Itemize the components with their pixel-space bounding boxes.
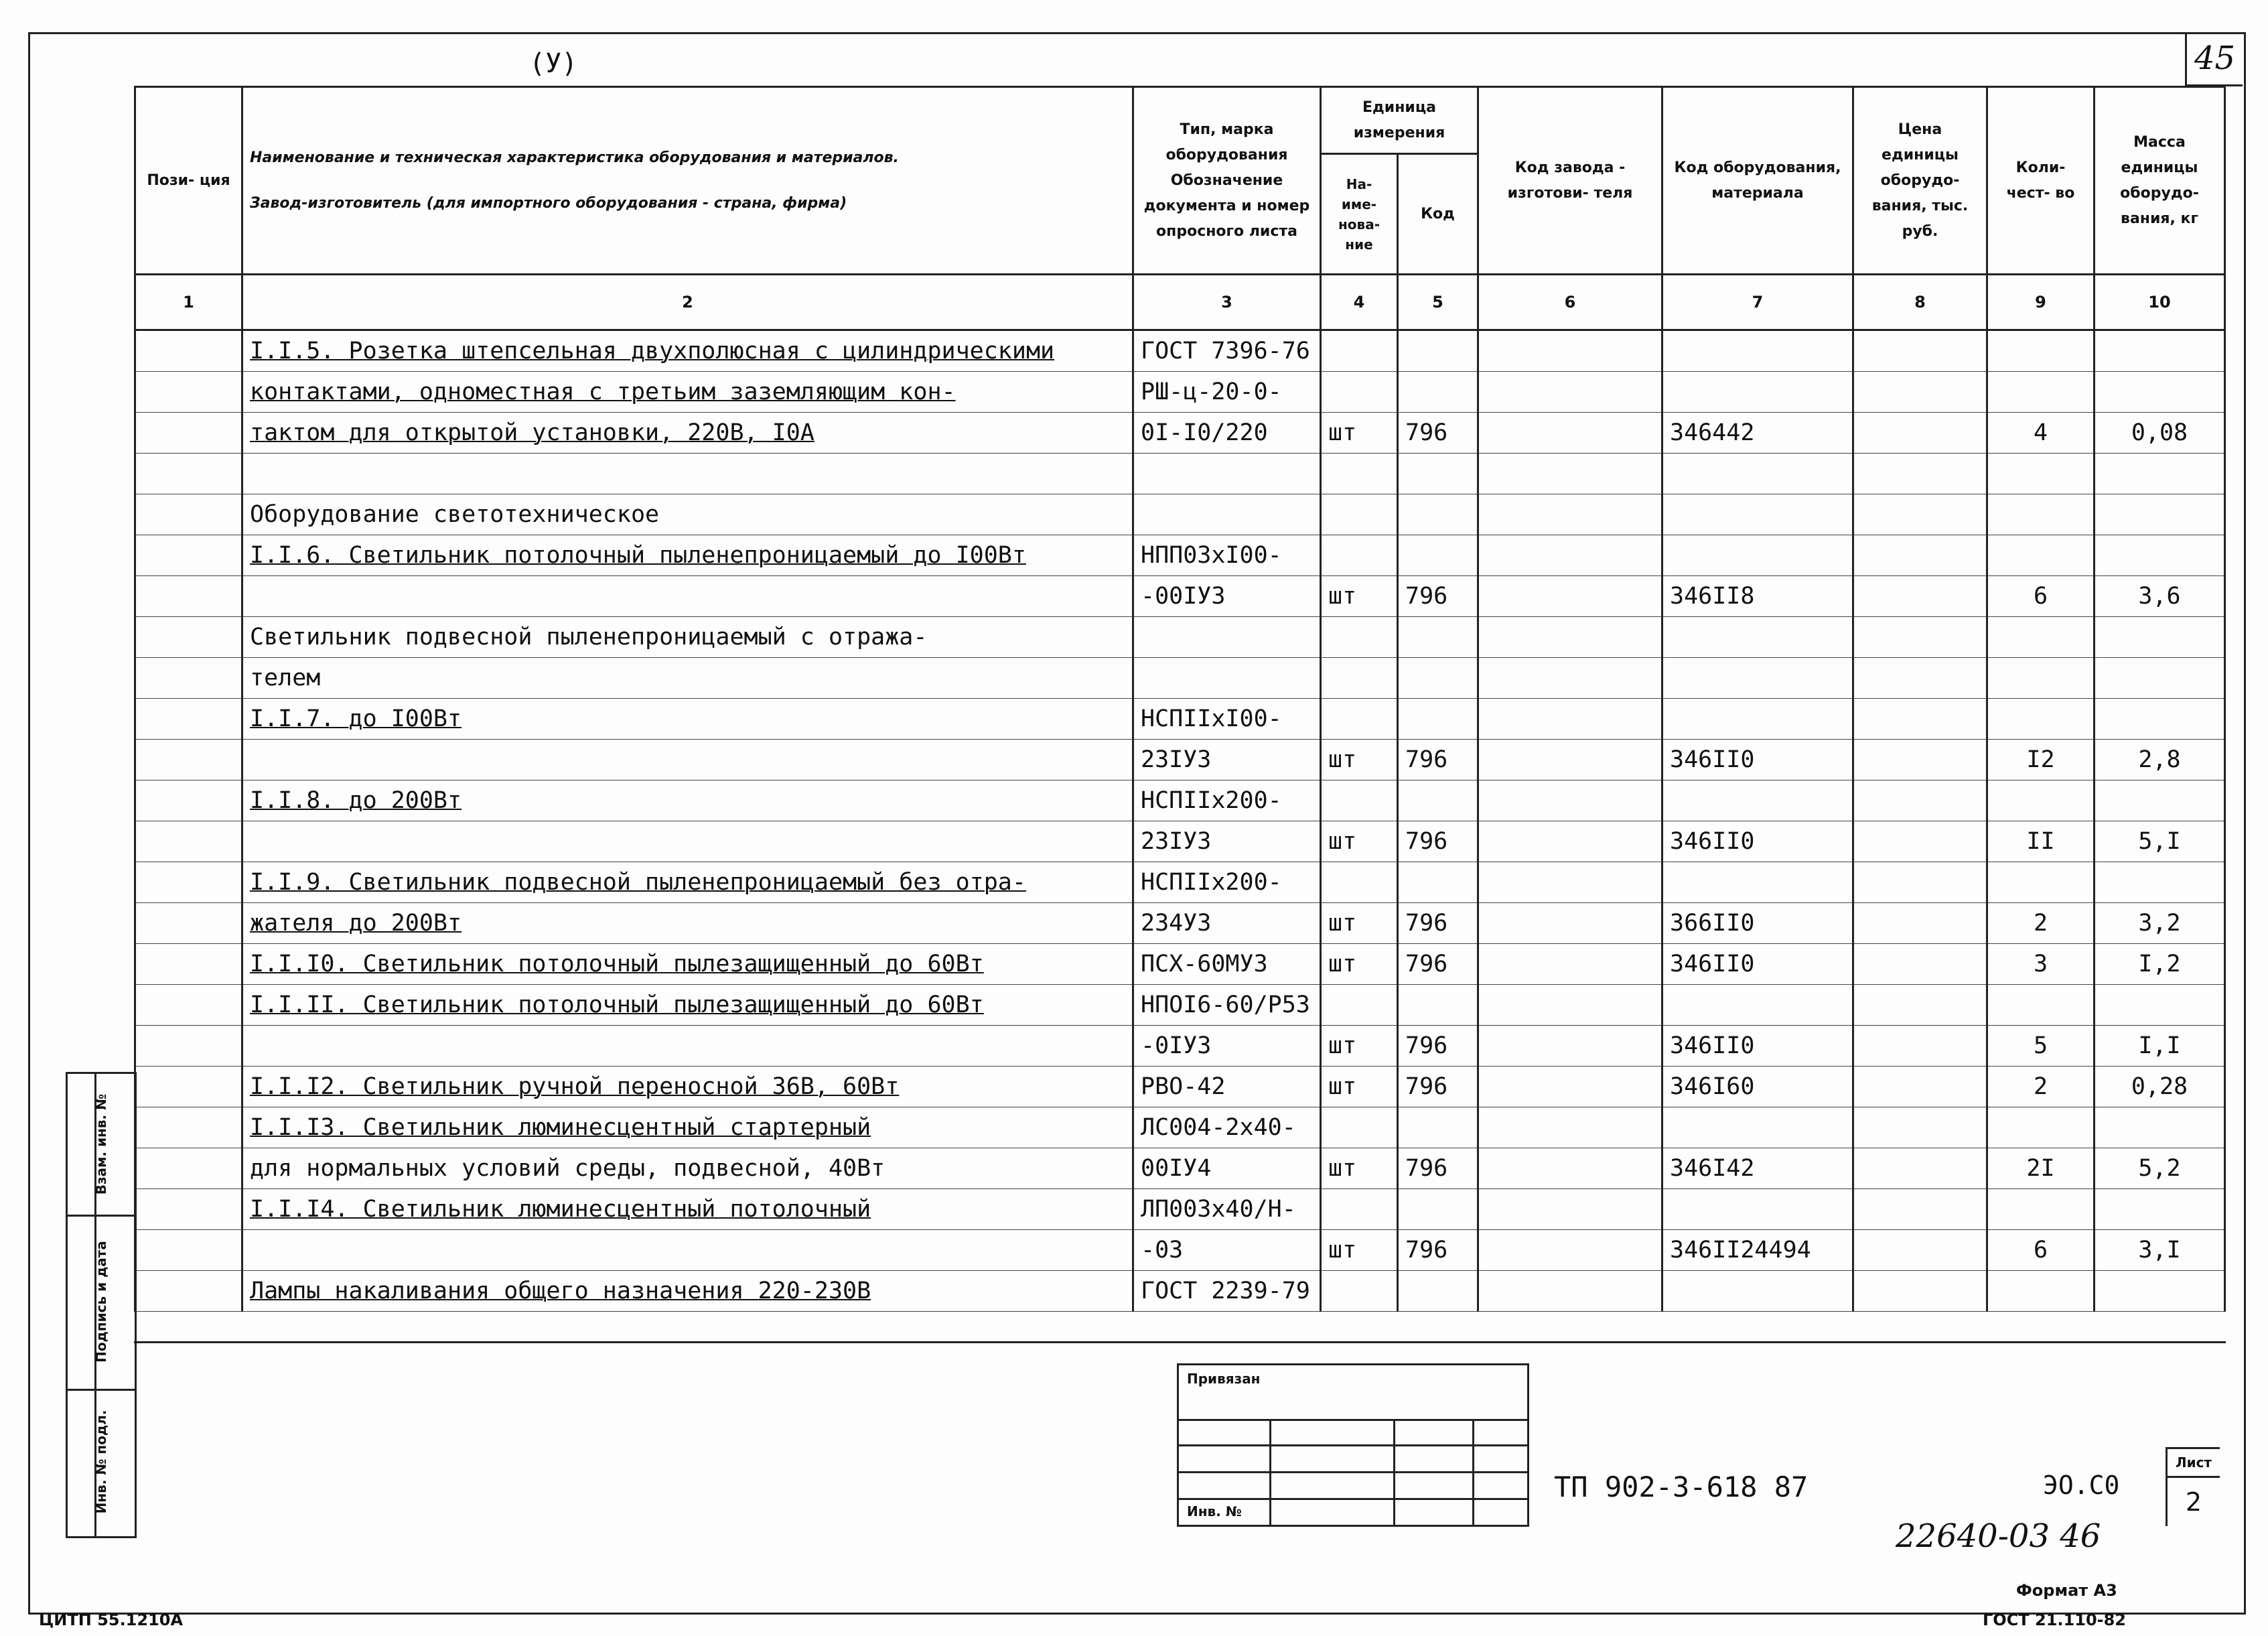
item-name: I.I.II. Светильник потолочный пылезащищенный до 60Вт [242, 985, 1133, 1026]
item-unit-code: 796 [1398, 1148, 1478, 1189]
table-row [135, 903, 2225, 944]
item-unit-code: 796 [1398, 821, 1478, 862]
top-marker: (У) [529, 48, 578, 79]
item-unit [1321, 780, 1398, 821]
item-okp: 346II0 [1662, 821, 1853, 862]
item-name [242, 1230, 1133, 1271]
item-okp: 346II8 [1662, 576, 1853, 617]
item-unit: шт [1321, 740, 1398, 780]
item-unit: шт [1321, 821, 1398, 862]
sheet-value: 2 [2185, 1487, 2202, 1517]
item-okp: 346442 [1662, 413, 1853, 454]
item-okp [1662, 780, 1853, 821]
item-unit-code: 796 [1398, 413, 1478, 454]
item-mass [2095, 330, 2225, 372]
item-unit-code [1398, 454, 1478, 494]
table-body [135, 330, 2225, 1312]
item-name [242, 821, 1133, 862]
item-name: I.I.7. до I00Вт [242, 699, 1133, 740]
item-name: I.I.8. до 200Вт [242, 780, 1133, 821]
item-qty [1987, 494, 2095, 535]
item-unit-code [1398, 985, 1478, 1026]
item-unit: шт [1321, 903, 1398, 944]
item-unit-code: 796 [1398, 1067, 1478, 1107]
table-row [135, 862, 2225, 903]
item-type [1133, 617, 1321, 658]
binding-vline [1472, 1419, 1474, 1525]
item-mass [2095, 1271, 2225, 1312]
item-qty [1987, 862, 2095, 903]
header-name [242, 87, 1133, 275]
item-mass: 5,2 [2095, 1148, 2225, 1189]
item-unit [1321, 535, 1398, 576]
item-unit [1321, 494, 1398, 535]
item-mass: 3,2 [2095, 903, 2225, 944]
item-type: РВО-42 [1133, 1067, 1321, 1107]
document-code: ТП 902-3-618 87 [1554, 1471, 1809, 1503]
item-unit-code: 796 [1398, 944, 1478, 985]
item-mass [2095, 1189, 2225, 1230]
header-name-line2: Завод-изготовитель (для импортного оборудования - страна, фирма) [250, 194, 847, 212]
header-unit-name: На- име- нова- ние [1321, 154, 1398, 275]
item-qty [1987, 535, 2095, 576]
item-qty: 3 [1987, 944, 2095, 985]
item-okp: 346II0 [1662, 944, 1853, 985]
item-name: I.I.I0. Светильник потолочный пылезащищенный до 60Вт [242, 944, 1133, 985]
org-label: ЦИТП 55.1210А [39, 1611, 184, 1629]
format-label: Формат А3 [2016, 1581, 2117, 1600]
item-type [1133, 494, 1321, 535]
item-name: I.I.I4. Светильник люминесцентный потолочный [242, 1189, 1133, 1230]
item-mass [2095, 780, 2225, 821]
item-type: -0IУ3 [1133, 1026, 1321, 1067]
item-name: тактом для открытой установки, 220В, I0А [242, 413, 1133, 454]
item-qty [1987, 454, 2095, 494]
item-mass: I,I [2095, 1026, 2225, 1067]
item-okp [1662, 454, 1853, 494]
item-type: НСПIIх200- [1133, 862, 1321, 903]
table-row [135, 1148, 2225, 1189]
table-header [135, 87, 2225, 330]
table-row [135, 1107, 2225, 1148]
header-unit: Единица измерения [1321, 87, 1478, 154]
item-unit: шт [1321, 576, 1398, 617]
stamp-replacement-inv [68, 1074, 135, 1217]
item-qty: 5 [1987, 1026, 2095, 1067]
item-unit-code [1398, 862, 1478, 903]
item-qty [1987, 780, 2095, 821]
item-type: ПСХ-60МУ3 [1133, 944, 1321, 985]
item-qty: 4 [1987, 413, 2095, 454]
item-qty: 6 [1987, 1230, 2095, 1271]
item-unit [1321, 617, 1398, 658]
item-qty [1987, 658, 2095, 699]
item-name [242, 576, 1133, 617]
binding-hline [1179, 1419, 1527, 1421]
item-unit-code [1398, 617, 1478, 658]
item-type: ЛС004-2х40- [1133, 1107, 1321, 1148]
item-qty [1987, 985, 2095, 1026]
table-row [135, 658, 2225, 699]
table-row [135, 1230, 2225, 1271]
item-qty [1987, 699, 2095, 740]
header-quantity: Коли- чест- во [1987, 87, 2095, 275]
item-mass [2095, 985, 2225, 1026]
item-okp [1662, 330, 1853, 372]
table-row [135, 413, 2225, 454]
item-name: жателя до 200Вт [242, 903, 1133, 944]
item-unit [1321, 372, 1398, 413]
table-row [135, 699, 2225, 740]
item-mass: 3,6 [2095, 576, 2225, 617]
column-number: 4 [1321, 275, 1398, 330]
item-unit-code: 796 [1398, 1230, 1478, 1271]
item-okp [1662, 617, 1853, 658]
table-row [135, 821, 2225, 862]
item-name: I.I.6. Светильник потолочный пыленепроницаемый до I00Вт [242, 535, 1133, 576]
header-equipment-code: Код оборудования, материала [1662, 87, 1853, 275]
item-okp: 346II24494 [1662, 1230, 1853, 1271]
item-name: I.I.I2. Светильник ручной переносной 36В, 60Вт [242, 1067, 1133, 1107]
item-okp [1662, 1271, 1853, 1312]
item-name [242, 1026, 1133, 1067]
item-unit-code [1398, 780, 1478, 821]
item-unit-code [1398, 658, 1478, 699]
item-qty [1987, 1271, 2095, 1312]
table-row [135, 780, 2225, 821]
table-row [135, 1271, 2225, 1312]
item-unit-code [1398, 372, 1478, 413]
table-row [135, 454, 2225, 494]
stamp-label: Взам. инв. № [93, 1093, 109, 1195]
item-name: контактами, одноместная с третьим заземляющим кон- [242, 372, 1133, 413]
item-okp [1662, 658, 1853, 699]
item-unit [1321, 862, 1398, 903]
item-type: НПОI6-60/Р53 [1133, 985, 1321, 1026]
item-type: РШ-ц-20-0- [1133, 372, 1321, 413]
item-name: Лампы накаливания общего назначения 220-230В [242, 1271, 1133, 1312]
stamp-label: Подпись и дата [93, 1241, 109, 1363]
binding-hline [1179, 1444, 1527, 1446]
table-row [135, 617, 2225, 658]
item-unit [1321, 454, 1398, 494]
item-okp [1662, 862, 1853, 903]
item-unit-code [1398, 699, 1478, 740]
column-number: 2 [242, 275, 1133, 330]
item-unit [1321, 330, 1398, 372]
item-qty [1987, 330, 2095, 372]
item-type: НСПIIхI00- [1133, 699, 1321, 740]
item-okp: 366II0 [1662, 903, 1853, 944]
stamp-signature-date [68, 1215, 135, 1391]
item-okp: 346II0 [1662, 1026, 1853, 1067]
binding-vline [1393, 1419, 1395, 1525]
inv-label: Инв. № [1187, 1503, 1242, 1519]
header-type: Тип, марка оборудования Обозначение документа и номер опросного листа [1133, 87, 1321, 275]
item-unit-code: 796 [1398, 903, 1478, 944]
sheet-number-top: 45 [2185, 32, 2243, 86]
item-unit-code: 796 [1398, 740, 1478, 780]
column-number: 10 [2095, 275, 2225, 330]
item-okp [1662, 699, 1853, 740]
bound-label: Привязан [1187, 1371, 1261, 1387]
binding-vline [1269, 1419, 1271, 1525]
item-mass: 0,08 [2095, 413, 2225, 454]
item-qty: 2 [1987, 903, 2095, 944]
item-okp: 346I60 [1662, 1067, 1853, 1107]
item-mass [2095, 494, 2225, 535]
table-row [135, 1026, 2225, 1067]
item-mass [2095, 658, 2225, 699]
item-okp: 346I42 [1662, 1148, 1853, 1189]
column-number: 9 [1987, 275, 2095, 330]
column-number: 1 [135, 275, 242, 330]
item-type: -00IУ3 [1133, 576, 1321, 617]
section-code: ЭО.С0 [2043, 1471, 2120, 1500]
item-type: ЛП003х40/Н- [1133, 1189, 1321, 1230]
item-type: 23IУ3 [1133, 740, 1321, 780]
item-unit-code [1398, 1271, 1478, 1312]
item-unit-code [1398, 494, 1478, 535]
item-unit [1321, 1271, 1398, 1312]
table-row [135, 535, 2225, 576]
binding-hline [1179, 1498, 1527, 1500]
item-unit [1321, 699, 1398, 740]
item-qty [1987, 1189, 2095, 1230]
item-unit: шт [1321, 1026, 1398, 1067]
item-okp [1662, 535, 1853, 576]
column-number: 3 [1133, 275, 1321, 330]
item-type: 0I-I0/220 [1133, 413, 1321, 454]
table-bottom-line [134, 1341, 2226, 1343]
stamp-original-inv [68, 1389, 135, 1534]
table-row [135, 576, 2225, 617]
header-price: Цена единицы оборудо- вания, тыс. руб. [1853, 87, 1987, 275]
item-name [242, 740, 1133, 780]
header-unit-code: Код [1398, 154, 1478, 275]
item-qty [1987, 617, 2095, 658]
item-okp: 346II0 [1662, 740, 1853, 780]
item-unit-code: 796 [1398, 1026, 1478, 1067]
binding-hline [1179, 1471, 1527, 1473]
binding-block [1177, 1363, 1529, 1527]
item-mass [2095, 617, 2225, 658]
item-type: ГОСТ 7396-76 [1133, 330, 1321, 372]
item-unit: шт [1321, 1148, 1398, 1189]
table-row [135, 944, 2225, 985]
item-name [242, 454, 1133, 494]
item-okp [1662, 372, 1853, 413]
item-okp [1662, 1107, 1853, 1148]
item-okp [1662, 494, 1853, 535]
item-type: НСПIIх200- [1133, 780, 1321, 821]
item-type [1133, 658, 1321, 699]
specification-table [134, 86, 2226, 1312]
item-unit-code [1398, 535, 1478, 576]
item-mass [2095, 372, 2225, 413]
header-position: Пози- ция [135, 87, 242, 275]
item-type: ГОСТ 2239-79 [1133, 1271, 1321, 1312]
item-qty [1987, 372, 2095, 413]
item-mass [2095, 1107, 2225, 1148]
column-number: 5 [1398, 275, 1478, 330]
item-name: I.I.9. Светильник подвесной пыленепроницаемый без отра- [242, 862, 1133, 903]
inventory-number: 22640-03 46 [1896, 1517, 2101, 1555]
item-type: 23IУ3 [1133, 821, 1321, 862]
table-row [135, 740, 2225, 780]
item-qty: I2 [1987, 740, 2095, 780]
item-unit: шт [1321, 1230, 1398, 1271]
item-unit [1321, 658, 1398, 699]
gost-label: ГОСТ 21.110-82 [1983, 1611, 2127, 1629]
table-row [135, 1189, 2225, 1230]
stamp-label: Инв. № подл. [93, 1410, 109, 1513]
side-stamp [66, 1072, 137, 1538]
item-unit [1321, 985, 1398, 1026]
sheet-box [2166, 1447, 2220, 1526]
item-mass: I,2 [2095, 944, 2225, 985]
item-mass [2095, 535, 2225, 576]
header-factory-code: Код завода - изготови- теля [1478, 87, 1662, 275]
item-unit-code [1398, 330, 1478, 372]
column-number: 8 [1853, 275, 1987, 330]
item-name: Светильник подвесной пыленепроницаемый с отража- [242, 617, 1133, 658]
item-type: 00IУ4 [1133, 1148, 1321, 1189]
section-heading: Оборудование светотехническое [242, 494, 1133, 535]
table-row [135, 985, 2225, 1026]
item-mass [2095, 862, 2225, 903]
item-name: I.I.5. Розетка штепсельная двухполюсная с цилиндрическими [242, 330, 1133, 372]
sheet-label: Лист [2168, 1449, 2220, 1478]
item-name: для нормальных условий среды, подвесной, 40Вт [242, 1148, 1133, 1189]
item-name: телем [242, 658, 1133, 699]
item-mass: 3,I [2095, 1230, 2225, 1271]
table-row [135, 372, 2225, 413]
item-unit-code [1398, 1189, 1478, 1230]
item-unit: шт [1321, 413, 1398, 454]
item-okp [1662, 985, 1853, 1026]
header-name-line1: Наименование и техническая характеристика оборудования и материалов. [250, 149, 899, 166]
item-mass [2095, 454, 2225, 494]
column-number: 6 [1478, 275, 1662, 330]
item-mass: 2,8 [2095, 740, 2225, 780]
item-mass [2095, 699, 2225, 740]
item-unit [1321, 1107, 1398, 1148]
item-type: 234У3 [1133, 903, 1321, 944]
header-mass: Масса единицы оборудо- вания, кг [2095, 87, 2225, 275]
item-unit: шт [1321, 944, 1398, 985]
item-type [1133, 454, 1321, 494]
item-unit-code [1398, 1107, 1478, 1148]
item-mass: 0,28 [2095, 1067, 2225, 1107]
item-qty: II [1987, 821, 2095, 862]
table-row [135, 1067, 2225, 1107]
item-unit [1321, 1189, 1398, 1230]
item-type: -03 [1133, 1230, 1321, 1271]
item-name: I.I.I3. Светильник люминесцентный стартерный [242, 1107, 1133, 1148]
item-qty: 6 [1987, 576, 2095, 617]
item-type: НПП03хI00- [1133, 535, 1321, 576]
item-qty: 2 [1987, 1067, 2095, 1107]
column-number: 7 [1662, 275, 1853, 330]
item-mass: 5,I [2095, 821, 2225, 862]
table-row [135, 494, 2225, 535]
item-unit-code: 796 [1398, 576, 1478, 617]
item-qty [1987, 1107, 2095, 1148]
item-unit: шт [1321, 1067, 1398, 1107]
item-qty: 2I [1987, 1148, 2095, 1189]
table-row [135, 330, 2225, 372]
item-okp [1662, 1189, 1853, 1230]
